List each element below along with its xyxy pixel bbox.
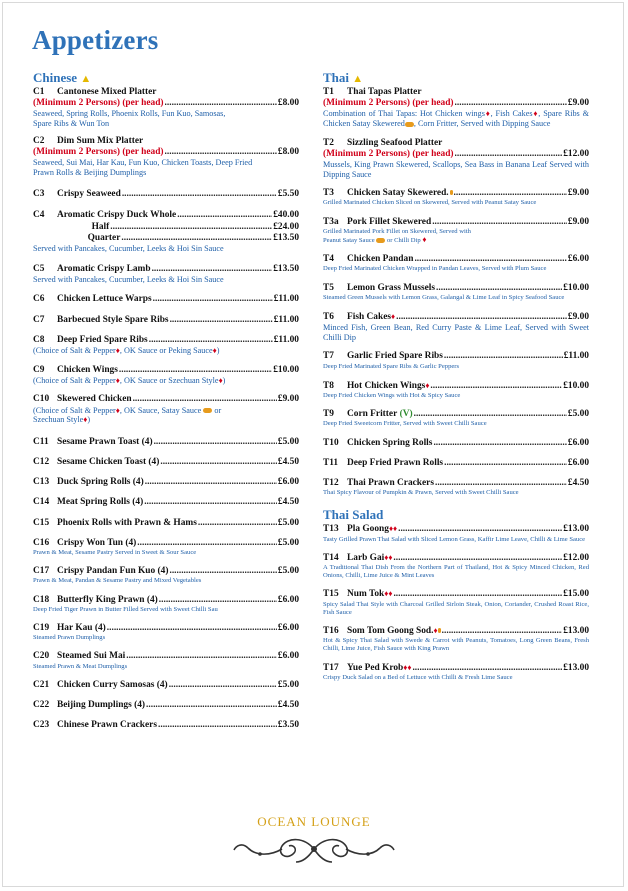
menu-item-c22: C22 Beijing Dumplings (4) ..... £4.50 — [33, 700, 299, 711]
menu-item-c4: C4 Aromatic Crispy Duck Whole ..... £40.00 Half ..... £24.00 Quarter ..... £13.50 Served with Pancakes, Cucumber, Leeks & Hoi Sin Sauce — [33, 210, 299, 253]
chili-icon: ♦♦ — [388, 524, 398, 534]
chili-icon: ♦ — [391, 312, 396, 322]
menu-item-c20: C20 Steamed Sui Mai ..... £6.00 Steamed Prawn & Meat Dumplings — [33, 651, 299, 670]
chili-icon: ♦ — [425, 380, 430, 390]
chili-icon: ♦ — [433, 626, 438, 636]
menu-item-t3: T3 Chicken Satay Skewered. ..... £9.00 Grilled Marinated Chicken Sliced on Skewered, Served with Peanut Satay Sauce — [323, 188, 589, 207]
ornament-divider-icon — [230, 832, 398, 866]
menu-item-c7: C7 Barbecued Style Spare Ribs ..... £11.00 — [33, 315, 299, 326]
chili-icon: ♦ — [83, 415, 88, 425]
menu-item-c9: C9 Chicken Wings ..... £10.00 (Choice of Salt & Pepper♦, OK Sauce or Szechuan Style♦) — [33, 365, 299, 386]
menu-item-c17: C17 Crispy Pandan Fun Kuo (4) ..... £5.00 Prawn & Meat, Pandan & Sesame Pastry and Mixed Vegetables — [33, 566, 299, 585]
thai-column — [323, 70, 589, 682]
menu-item-t4: T4 Chicken Pandan ..... £6.00 Deep Fried Marinated Chicken Wrapped in Pandan Leaves, Served with Plum Sauce — [323, 254, 589, 273]
menu-item-t2: T2 Sizzling Seafood Platter (Minimum 2 Persons) (per head) ..... £12.00 Mussels, King Prawn Skewered, Scallops, Sea Bass in Banana Leaf Served with Dipping Sauce — [323, 138, 589, 180]
chinese-column — [33, 70, 299, 731]
section-title-thai: Thai ▲ — [323, 70, 364, 85]
menu-item-t3a: T3a Pork Fillet Skewered ..... £9.00 Grilled Marinated Pork Fillet on Skewered, Served with Peanut Satay Sauce or Chilli Dip ♦ — [323, 217, 589, 246]
menu-item-c16: C16 Crispy Won Tun (4) ..... £5.00 Prawn & Meat, Sesame Pastry Served in Sweet & Sour Sauce — [33, 538, 299, 557]
section-title-thai-salad: Thai Salad — [323, 507, 384, 523]
menu-item-c8: C8 Deep Fried Spare Ribs ..... £11.00 (Choice of Salt & Pepper♦, OK Sauce or Peking Sauce♦) — [33, 335, 299, 356]
footer — [0, 814, 628, 830]
chili-icon: ♦ — [115, 405, 120, 415]
menu-item-c1: C1 Cantonese Mixed Platter (Minimum 2 Persons) (per head) ..... £8.00 Seaweed, Spring Rolls, Phoenix Rolls, Fun Kuo, Samosas, Spare Ribs & Wun Ton — [33, 87, 299, 129]
menu-item-c12: C12 Sesame Chicken Toast (4) ..... £4.50 — [33, 457, 299, 468]
section-title-chinese: Chinese ▲ — [33, 70, 92, 85]
menu-item-c15: C15 Phoenix Rolls with Prawn & Hams ..... £5.00 — [33, 518, 299, 529]
menu-item-c6: C6 Chicken Lettuce Warps ..... £11.00 — [33, 294, 299, 305]
menu-item-t8: T8 Hot Chicken Wings ♦ ..... £10.00 Deep Fried Chicken Wings with Hot & Spicy Sauce — [323, 380, 589, 400]
brand-name: OCEAN LOUNGE — [257, 814, 371, 829]
chili-icon: ♦ — [484, 109, 491, 119]
chili-icon: ♦ — [422, 235, 427, 244]
menu-item-c5: C5 Aromatic Crispy Lamb ..... £13.50 Served with Pancakes, Cucumber, Leeks & Hoi Sin Sauce — [33, 264, 299, 285]
peanut-icon — [376, 238, 385, 243]
menu-item-t5: T5 Lemon Grass Mussels ..... £10.00 Steamed Green Mussels with Lemon Grass, Galangal & Lime Leaf in Spicy Seafood Sauce — [323, 283, 589, 302]
menu-item-c19: C19 Har Kau (4) ..... £6.00 Steamed Prawn Dumplings — [33, 623, 299, 642]
menu-item-t15: T15 Num Tok ♦♦ ..... £15.00 Spicy Salad Thai Style with Charcoal Grilled Sirloin Steak, Onion, Coriander, Crushed Roast Rice, Fish Sauce — [323, 588, 589, 617]
page-title: Appetizers — [32, 25, 159, 55]
menu-item-t14: T14 Larb Gai ♦♦ ..... £12.00 A Traditional Thai Dish From the Northern Part of Thailand, Hot & Spicy Minced Chicken, Red Onions, Chilli, Lime Juice & Mint Leaves — [323, 552, 589, 581]
chili-icon: ♦ — [218, 375, 223, 385]
menu-item-c14: C14 Meat Spring Rolls (4) ..... £4.50 — [33, 497, 299, 508]
menu-item-t17: T17 Yue Ped Krob ♦♦ ..... £13.00 Crispy Duck Salad on a Bed of Lettuce with Chilli & Fresh Lime Sauce — [323, 662, 589, 682]
peanut-icon — [438, 628, 441, 633]
chili-icon: ♦♦ — [403, 662, 412, 672]
menu-item-t6: T6 Fish Cakes ♦ ..... £9.00 Minced Fish, Green Bean, Red Curry Paste & Lime Leaf, Served with Sweet Chilli Dip — [323, 311, 589, 342]
menu-item-c21: C21 Chicken Curry Samosas (4) ..... £5.00 — [33, 680, 299, 691]
menu-item-c18: C18 Butterfly King Prawn (4) ..... £6.00 Deep Fried Tiger Prawn in Butter Filled Served with Sweet Chilli Sau — [33, 595, 299, 614]
thai-figure-icon: ▲ — [352, 73, 364, 85]
menu-item-c10: C10 Skewered Chicken ..... £9.00 (Choice of Salt & Pepper♦, OK Sauce, Satay Sauce or Szechuan Style♦) — [33, 394, 299, 424]
menu-item-c11: C11 Sesame Prawn Toast (4) ..... £5.00 — [33, 437, 299, 448]
menu-item-c2: C2 Dim Sum Mix Platter (Minimum 2 Persons) (per head) ..... £8.00 Seaweed, Sui Mai, Har Kau, Fun Kuo, Chicken Toasts, Deep Fried Prawn Rolls & Beijing Dumplings — [33, 136, 299, 178]
vegetarian-badge: (V) — [399, 409, 413, 420]
chili-icon: ♦ — [115, 346, 120, 355]
menu-item-c13: C13 Duck Spring Rolls (4) ..... £6.00 — [33, 477, 299, 488]
menu-item-t10: T10 Chicken Spring Rolls ..... £6.00 — [323, 438, 589, 449]
peanut-icon — [203, 408, 212, 413]
chili-icon: ♦ — [532, 109, 539, 119]
chili-icon: ♦ — [115, 375, 120, 385]
chili-icon: ♦♦ — [384, 589, 393, 599]
buddha-icon: ▲ — [80, 73, 92, 85]
menu-item-t11: T11 Deep Fried Prawn Rolls ..... £6.00 — [323, 458, 589, 469]
menu-item-t16: T16 Som Tom Goong Sod. ♦ ..... £13.00 Hot & Spicy Thai Salad with Swede & Carrot with Peanuts, Tomatoes, Long Green Beans, Fresh Chilli, Lime Juice, Fish Sauce with King Prawn — [323, 625, 589, 654]
peanut-icon — [450, 190, 453, 195]
menu-item-c3: C3 Crispy Seaweed ..... £5.50 — [33, 189, 299, 200]
menu-item-t12: T12 Thai Prawn Crackers ..... £4.50 Thai Spicy Flavour of Pumpkin & Prawn, Served with Sweet Chilli Sauce — [323, 478, 589, 497]
menu-item-c23: C23 Chinese Prawn Crackers ..... £3.50 — [33, 720, 299, 731]
menu-item-t13: T13 Pla Goong ♦♦ ..... £13.00 Tasty Grilled Prawn Thai Salad with Sliced Lemon Grass, Kaffir Lime Leave, Chilli & Lime Sauce — [323, 523, 589, 543]
peanut-icon — [405, 122, 414, 127]
menu-item-t9: T9 Corn Fritter (V) ..... £5.00 Deep Fried Sweetcorn Fritter, Served with Sweet Chilli Sauce — [323, 409, 589, 428]
chili-icon: ♦♦ — [384, 552, 393, 562]
menu-item-t7: T7 Garlic Fried Spare Ribs ..... £11.00 Deep Fried Marinated Spare Ribs & Garlic Peppers — [323, 351, 589, 370]
chili-icon: ♦ — [212, 346, 217, 355]
menu-item-t1: T1 Thai Tapas Platter (Minimum 2 Persons) (per head) ..... £9.00 Combination of Thai Tapas: Hot Chicken wings♦, Fish Cakes♦, Spare Ribs & Chicken Satay Skewered , Corn Fritter, Served with Dipping Sauce — [323, 87, 589, 129]
